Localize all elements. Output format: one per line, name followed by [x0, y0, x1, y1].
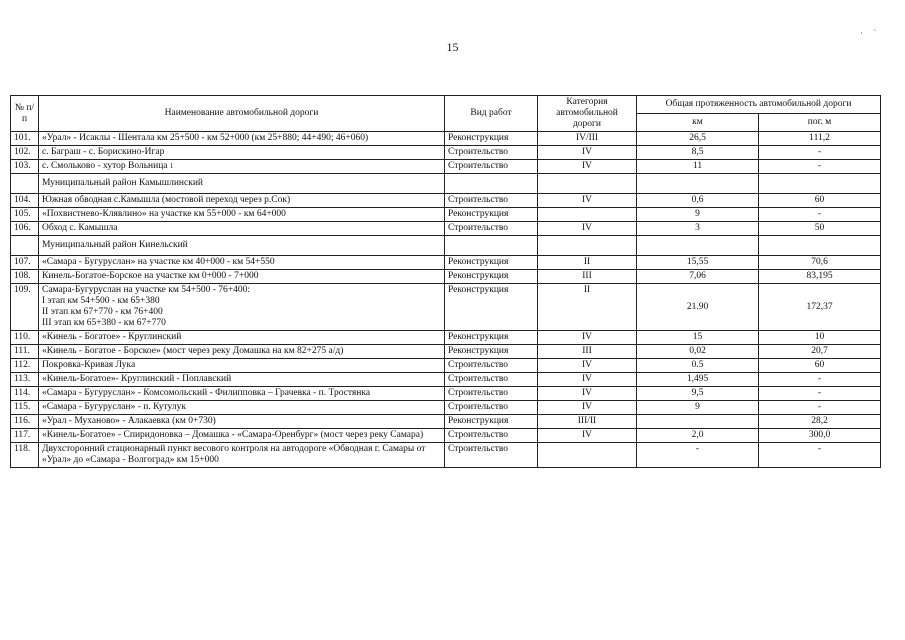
table-row: [11, 443, 881, 468]
road-name: [39, 415, 445, 429]
road-name: [39, 194, 445, 208]
section-empty-cell: [538, 236, 637, 256]
length-pog-m: 28,2: [759, 415, 881, 429]
road-category: II: [538, 256, 637, 270]
road-category: IV: [538, 160, 637, 174]
table-row: [11, 132, 881, 146]
road-name: [39, 132, 445, 146]
length-km: 11: [637, 160, 759, 174]
table-row: [11, 270, 881, 284]
roads-table: [10, 95, 881, 468]
road-name-text: «Кинель-Богатое» - Спиридоновка – Домашка - «Самара-Оренбург» (мост через реку Самара): [42, 430, 424, 440]
length-km: 7,06: [637, 270, 759, 284]
work-type: Строительство: [445, 194, 538, 208]
header-length: Общая протяженность автомобильной дороги: [637, 96, 881, 114]
work-type: Строительство: [445, 160, 538, 174]
row-number: 103.: [11, 160, 39, 174]
road-category: IV: [538, 387, 637, 401]
table-row: [11, 222, 881, 236]
row-number: 117.: [11, 429, 39, 443]
length-km: 2,0: [637, 429, 759, 443]
table-row: [11, 387, 881, 401]
road-category: IV: [538, 429, 637, 443]
header-name: Наименование автомобильной дороги: [39, 96, 445, 132]
length-pog-m: 172,37: [759, 284, 881, 331]
work-type: Строительство: [445, 359, 538, 373]
length-km: 0.5: [637, 359, 759, 373]
length-pog-m: -: [759, 146, 881, 160]
row-number: 106.: [11, 222, 39, 236]
road-name: [39, 359, 445, 373]
work-type: Строительство: [445, 401, 538, 415]
road-name: [39, 373, 445, 387]
road-name: [39, 160, 445, 174]
row-number: 112.: [11, 359, 39, 373]
section-title: Муниципальный район Кинельский: [39, 236, 445, 256]
row-number: 102.: [11, 146, 39, 160]
work-type: Реконструкция: [445, 270, 538, 284]
row-number: 109.: [11, 284, 39, 331]
work-type: Реконструкция: [445, 256, 538, 270]
road-stage: III этап км 65+380 - км 67+770: [42, 318, 166, 328]
road-name-text: «Похвистнево-Клявлино» на участке км 55+000 - км 64+000: [42, 209, 286, 219]
road-name: [39, 270, 445, 284]
road-name-text: «Самара - Бугуруслан» на участке км 40+000 - км 54+550: [42, 257, 275, 267]
road-name: [39, 256, 445, 270]
length-pog-m: 50: [759, 222, 881, 236]
table-header: [11, 96, 881, 132]
road-name-text: «Кинель - Богатое» - Круглинский: [42, 332, 182, 342]
table-row: [11, 401, 881, 415]
row-number: 110.: [11, 331, 39, 345]
road-name-text: Кинель-Богатое-Борское на участке км 0+000 - 7+000: [42, 271, 259, 281]
table-row: [11, 284, 881, 331]
work-type: Строительство: [445, 387, 538, 401]
row-number: 105.: [11, 208, 39, 222]
section-empty-cell: [759, 236, 881, 256]
road-name-text: с. Смольково - хутор Вольница: [42, 161, 168, 171]
header-num: № п/п: [11, 96, 39, 132]
length-km: 8,5: [637, 146, 759, 160]
road-name: [39, 443, 445, 468]
table-row: [11, 256, 881, 270]
row-number: 114.: [11, 387, 39, 401]
road-category: IV: [538, 146, 637, 160]
road-name-text: «Кинель - Богатое - Борское» (мост через реку Домашка на км 82+275 а/д): [42, 346, 344, 356]
road-category: IV: [538, 194, 637, 208]
road-stage: I этап км 54+500 - км 65+380: [42, 296, 160, 306]
section-num-cell: [11, 236, 39, 256]
length-km: 0,02: [637, 345, 759, 359]
length-pog-m: 20,7: [759, 345, 881, 359]
header-work: Вид работ: [445, 96, 538, 132]
row-number: 111.: [11, 345, 39, 359]
section-title: Муниципальный район Камышлинский: [39, 174, 445, 194]
work-type: Строительство: [445, 443, 538, 468]
section-empty-cell: [637, 174, 759, 194]
length-km: -: [637, 443, 759, 468]
work-type: Реконструкция: [445, 208, 538, 222]
row-number: 118.: [11, 443, 39, 468]
road-name: [39, 284, 445, 331]
road-category: IV: [538, 401, 637, 415]
road-name: [39, 146, 445, 160]
work-type: Реконструкция: [445, 284, 538, 331]
row-number: 101.: [11, 132, 39, 146]
length-pog-m: 60: [759, 359, 881, 373]
road-category: IV: [538, 331, 637, 345]
work-type: Реконструкция: [445, 331, 538, 345]
road-stage: II этап км 67+770 - км 76+400: [42, 307, 163, 317]
length-pog-m: 300,0: [759, 429, 881, 443]
length-km: 21.90: [637, 284, 759, 331]
length-pog-m: 83,195: [759, 270, 881, 284]
length-pog-m: 70,6: [759, 256, 881, 270]
row-number: 108.: [11, 270, 39, 284]
length-km: [637, 415, 759, 429]
work-type: Строительство: [445, 429, 538, 443]
row-number: 104.: [11, 194, 39, 208]
section-empty-cell: [445, 236, 538, 256]
length-km: 9: [637, 208, 759, 222]
section-empty-cell: [538, 174, 637, 194]
section-row: [11, 174, 881, 194]
road-category: [538, 208, 637, 222]
length-km: 0,6: [637, 194, 759, 208]
table-row: [11, 146, 881, 160]
length-km: 3: [637, 222, 759, 236]
page-number: 15: [446, 40, 459, 54]
table-row: [11, 331, 881, 345]
length-km: 26,5: [637, 132, 759, 146]
header-category: Категория автомобильной дороги: [538, 96, 637, 132]
table-row: [11, 359, 881, 373]
road-name-text: «Кинель-Богатое»- Круглинский - Поплавский: [42, 374, 232, 384]
road-category: III/II: [538, 415, 637, 429]
section-empty-cell: [445, 174, 538, 194]
road-name-text: «Урал» - Исаклы - Шентала км 25+500 - км 52+000 (км 25+880; 44+490; 46+060): [42, 133, 369, 143]
header-pog: пог. м: [759, 114, 881, 132]
road-name: [39, 387, 445, 401]
section-empty-cell: [637, 236, 759, 256]
length-km: 15: [637, 331, 759, 345]
road-category: IV: [538, 373, 637, 387]
road-name-text: с. Баграш - с. Борискино-Игар: [42, 147, 165, 157]
length-pog-m: -: [759, 373, 881, 387]
road-category: IV: [538, 222, 637, 236]
table-row: [11, 373, 881, 387]
road-name-text: Покровка-Кривая Лука: [42, 360, 136, 370]
road-name: [39, 345, 445, 359]
road-name-text: Южная обводная с.Камышла (мостовой переход через р.Сок): [42, 195, 291, 205]
scan-marks: · `: [860, 28, 881, 38]
road-name: [39, 208, 445, 222]
road-category: [538, 443, 637, 468]
length-km: 15,55: [637, 256, 759, 270]
length-pog-m: 111,2: [759, 132, 881, 146]
road-name-text: Самара-Бугуруслан на участке км 54+500 - 76+400:: [42, 285, 250, 295]
road-category: IV: [538, 359, 637, 373]
table-row: [11, 208, 881, 222]
length-pog-m: -: [759, 387, 881, 401]
road-category: IV/III: [538, 132, 637, 146]
footnote-mark: 1: [169, 162, 174, 170]
road-name-text: «Самара - Бугуруслан» - п. Кутулук: [42, 402, 186, 412]
road-category: III: [538, 345, 637, 359]
work-type: Реконструкция: [445, 415, 538, 429]
work-type: Строительство: [445, 373, 538, 387]
road-name: [39, 331, 445, 345]
road-name-text: Двухсторонний стационарный пункт весового контроля на автодороге «Обводная г. Самары от «Урал» до «Самара - Волгоград» км 15+000: [42, 444, 426, 465]
row-number: 107.: [11, 256, 39, 270]
table-row: [11, 194, 881, 208]
length-pog-m: 60: [759, 194, 881, 208]
section-empty-cell: [759, 174, 881, 194]
length-pog-m: -: [759, 443, 881, 468]
row-number: 115.: [11, 401, 39, 415]
road-name: [39, 401, 445, 415]
road-name-text: «Урал - Муханово» - Алакаевка (км 0+730): [42, 416, 216, 426]
work-type: Реконструкция: [445, 345, 538, 359]
length-pog-m: -: [759, 401, 881, 415]
road-name-text: Обход с. Камышла: [42, 223, 118, 233]
road-category: II: [538, 284, 637, 331]
table-row: [11, 429, 881, 443]
table-row: [11, 415, 881, 429]
length-km: 9,5: [637, 387, 759, 401]
header-km: км: [637, 114, 759, 132]
road-name-text: «Самара - Бугуруслан» - Комсомольский - Филипповка – Грачевка - п. Тростянка: [42, 388, 371, 398]
row-number: 116.: [11, 415, 39, 429]
road-name: [39, 429, 445, 443]
road-name: [39, 222, 445, 236]
work-type: Строительство: [445, 146, 538, 160]
length-pog-m: -: [759, 160, 881, 174]
work-type: Строительство: [445, 222, 538, 236]
work-type: Реконструкция: [445, 132, 538, 146]
section-num-cell: [11, 174, 39, 194]
length-pog-m: 10: [759, 331, 881, 345]
road-category: III: [538, 270, 637, 284]
row-number: 113.: [11, 373, 39, 387]
table-body: [11, 132, 881, 468]
section-row: [11, 236, 881, 256]
table-row: [11, 345, 881, 359]
length-pog-m: -: [759, 208, 881, 222]
table-row: [11, 160, 881, 174]
length-km: 1,495: [637, 373, 759, 387]
length-km: 9: [637, 401, 759, 415]
